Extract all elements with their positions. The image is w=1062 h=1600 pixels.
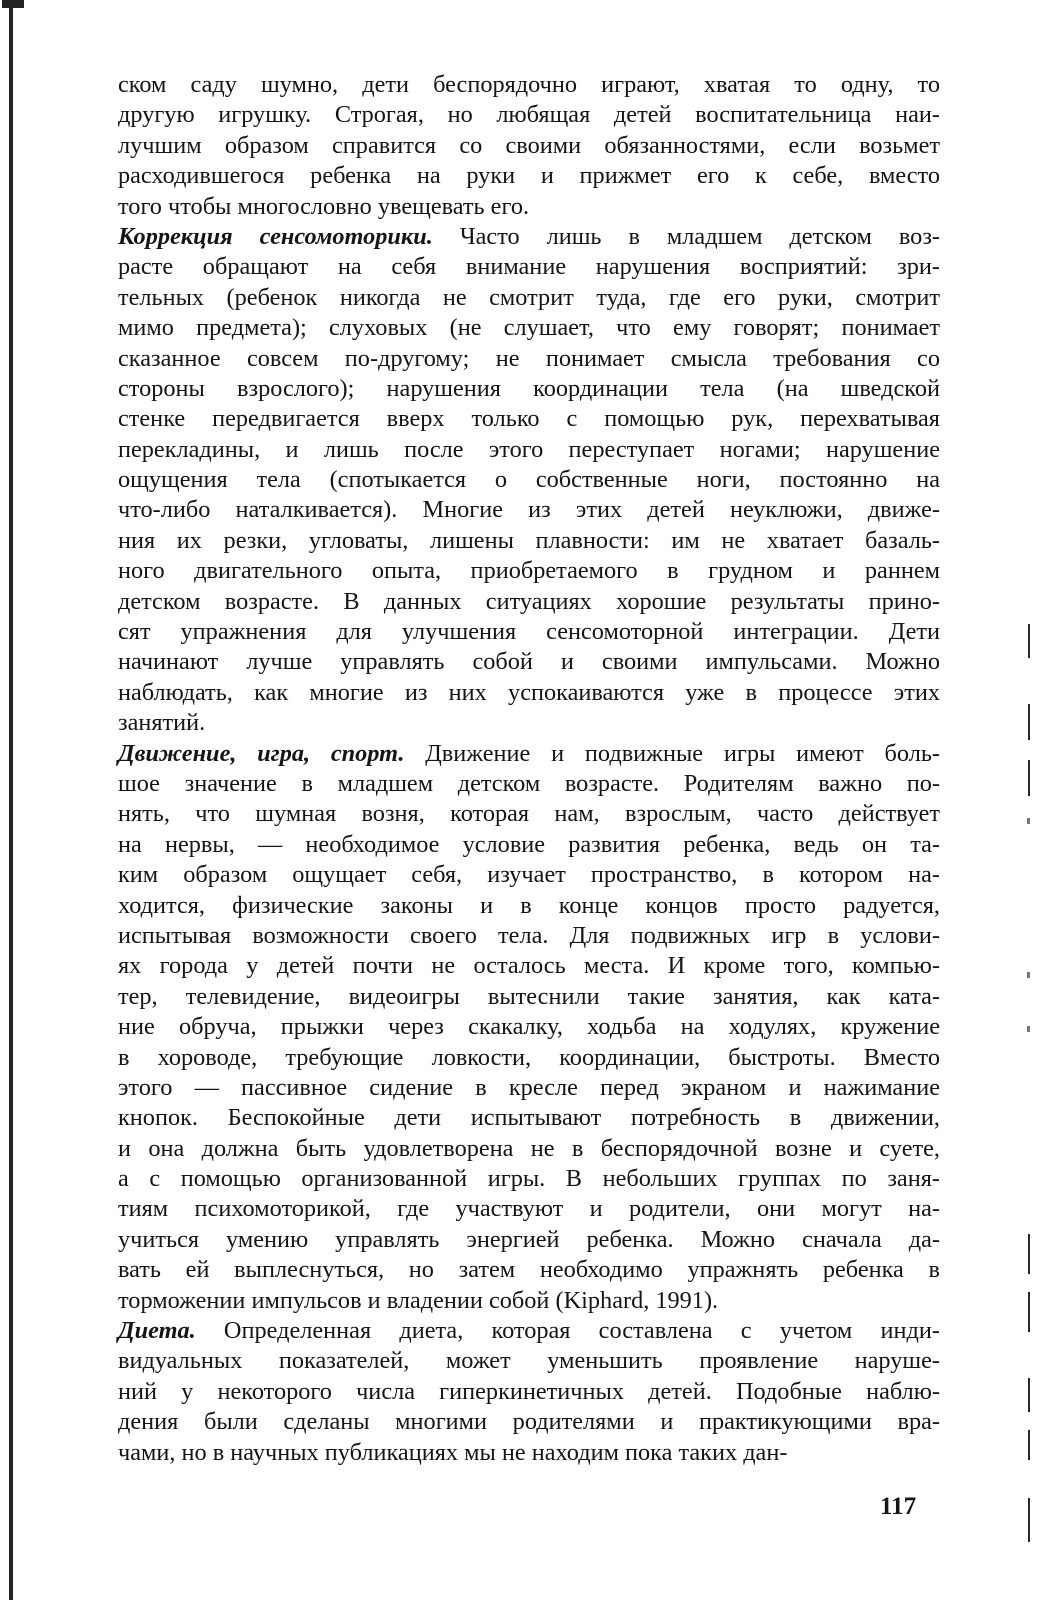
line-text: учиться умению управлять энергией ребенка. Можно сначала да- <box>118 1225 940 1253</box>
line-text: другую игрушку. Строгая, но любящая детей воспитательница наи- <box>118 101 940 129</box>
margin-mark <box>1028 1430 1030 1460</box>
text-line <box>118 1194 940 1224</box>
line-text: тельных (ребенок никогда не смотрит туда, где его руки, смотрит <box>118 283 940 311</box>
line-text: чами, но в научных публикациях мы не находим пока таких дан- <box>118 1438 788 1466</box>
line-text: занятий. <box>118 709 206 737</box>
line-text: шое значение в младшем детском возрасте. Родителям важно по- <box>118 769 940 797</box>
scan-edge-left <box>9 0 13 1600</box>
text-line <box>118 1164 940 1194</box>
line-text: ния их резки, угловаты, лишены плавности: им не хватает базаль- <box>118 526 940 554</box>
text-line <box>118 100 940 130</box>
text-line <box>118 708 940 738</box>
line-text: испытывая возможности своего тела. Для подвижных игр в услови- <box>118 921 940 949</box>
line-text: на нервы, — необходимое условие развития ребенка, ведь он та- <box>118 830 940 858</box>
line-text: ощущения тела (спотыкается о собственные ноги, постоянно на <box>118 466 940 494</box>
margin-dot <box>1027 972 1030 978</box>
line-text: стенке передвигается вверх только с помощью рук, перехватывая <box>118 405 940 433</box>
line-text: видуальных показателей, может уменьшить проявление наруше- <box>118 1347 940 1375</box>
text-line <box>118 283 940 313</box>
scan-edge-top <box>2 0 24 8</box>
text-line <box>118 1316 940 1346</box>
text-line <box>118 587 940 617</box>
text-line <box>118 830 940 860</box>
line-text: сказанное совсем по-другому; не понимает смысла требования со <box>118 344 940 372</box>
line-text: кнопок. Беспокойные дети испытывают потребность в движении, <box>118 1104 940 1132</box>
line-text: того чтобы многословно увещевать его. <box>118 192 530 220</box>
line-text: ний у некоторого числа гиперкинетичных детей. Подобные наблю- <box>118 1377 940 1405</box>
page-number: 117 <box>880 1493 917 1520</box>
paragraph-heading: Движение, игра, спорт. <box>118 739 405 767</box>
margin-mark <box>1028 1498 1030 1542</box>
line-text: сят упражнения для улучшения сенсомоторной интеграции. Дети <box>118 618 940 646</box>
line-text: что-либо наталкивается). Многие из этих детей неуклюжи, движе- <box>118 496 940 524</box>
text-line <box>118 131 940 161</box>
line-text: и она должна быть удовлетворена не в беспорядочной возне и суете, <box>118 1134 940 1162</box>
line-text: этого — пассивное сидение в кресле перед экраном и нажимание <box>118 1073 940 1101</box>
text-line <box>118 617 940 647</box>
text-line <box>118 1255 940 1285</box>
line-text: ях города у детей почти не осталось места. И кроме того, компью- <box>118 952 940 980</box>
line-text: нять, что шумная возня, которая нам, взрослым, часто действует <box>118 800 940 828</box>
text-line <box>118 769 940 799</box>
line-text: расходившегося ребенка на руки и прижмет его к себе, вместо <box>118 162 940 190</box>
text-line <box>118 435 940 465</box>
text-line <box>118 465 940 495</box>
line-text: тер, телевидение, видеоигры вытеснили такие занятия, как ката- <box>118 982 940 1010</box>
line-text: Часто лишь в младшем детском воз- <box>432 222 941 250</box>
line-text: Движение и подвижные игры имеют боль- <box>404 739 941 767</box>
text-line <box>118 1286 940 1316</box>
line-text: в хороводе, требующие ловкости, координации, быстроты. Вместо <box>118 1043 940 1071</box>
line-text: дения были сделаны многими родителями и практикующими вра- <box>118 1408 940 1436</box>
text-line <box>118 1438 940 1468</box>
text-line <box>118 495 940 525</box>
text-line <box>118 1225 940 1255</box>
line-text: ходится, физические законы и в конце концов просто радуется, <box>118 891 940 919</box>
line-text: ском саду шумно, дети беспорядочно играют, хватая то одну, то <box>118 71 940 98</box>
text-line <box>118 860 940 890</box>
text-line <box>118 192 940 222</box>
text-line <box>118 647 940 677</box>
line-text: начинают лучше управлять собой и своими импульсами. Можно <box>118 648 940 676</box>
line-text: а с помощью организованной игры. В небольших группах по заня- <box>118 1165 940 1193</box>
text-line <box>118 678 940 708</box>
text-line <box>118 1377 940 1407</box>
text-line <box>118 252 940 282</box>
line-text: ние обруча, прыжки через скакалку, ходьба на ходулях, кружение <box>118 1013 940 1041</box>
text-line <box>118 1103 940 1133</box>
line-text: наблюдать, как многие из них успокаиваются уже в процессе этих <box>118 678 940 706</box>
line-text: расте обращают на себя внимание нарушения восприятий: зри- <box>118 253 940 281</box>
text-line <box>118 222 940 252</box>
line-text: лучшим образом справится со своими обязанностями, если возьмет <box>118 131 940 159</box>
text-line <box>118 1073 940 1103</box>
margin-mark <box>1028 760 1030 796</box>
text-line <box>118 344 940 374</box>
text-line <box>118 951 940 981</box>
line-text: детском возрасте. В данных ситуациях хорошие результаты прино- <box>118 587 940 615</box>
line-text: перекладины, и лишь после этого переступает ногами; нарушение <box>118 435 940 463</box>
text-line <box>118 374 940 404</box>
line-text: Определенная диета, которая составлена с учетом инди- <box>195 1317 940 1345</box>
line-text: мимо предмета); слуховых (не слушает, что ему говорят; понимает <box>118 314 940 342</box>
text-line <box>118 1407 940 1437</box>
paragraph-heading: Диета. <box>118 1317 196 1345</box>
text-line <box>118 556 940 586</box>
text-line <box>118 1012 940 1042</box>
line-text: ного двигательного опыта, приобретаемого в грудном и раннем <box>118 557 940 585</box>
line-text: стороны взрослого); нарушения координации тела (на шведской <box>118 374 940 402</box>
text-line <box>118 1134 940 1164</box>
text-line <box>118 526 940 556</box>
text-line <box>118 404 940 434</box>
paragraph-heading: Коррекция сенсомоторики. <box>118 222 433 250</box>
margin-dot <box>1027 818 1030 824</box>
text-line <box>118 161 940 191</box>
margin-mark <box>1028 624 1030 658</box>
line-text: вать ей выплеснуться, но затем необходимо упражнять ребенка в <box>118 1256 940 1284</box>
text-line <box>118 921 940 951</box>
line-text: торможении импульсов и владении собой (Kiphard, 1991). <box>118 1286 719 1314</box>
text-line <box>118 70 940 100</box>
margin-mark <box>1028 1292 1030 1332</box>
text-line <box>118 1346 940 1376</box>
text-line <box>118 891 940 921</box>
margin-mark <box>1028 704 1030 740</box>
text-line <box>118 739 940 769</box>
text-line <box>118 1043 940 1073</box>
text-line <box>118 313 940 343</box>
line-text: тиям психомоторикой, где участвуют и родители, они могут на- <box>118 1195 940 1223</box>
text-line <box>118 982 940 1012</box>
line-text: ким образом ощущает себя, изучает пространство, в котором на- <box>118 861 940 889</box>
margin-mark <box>1028 1378 1030 1412</box>
page-body-text <box>118 70 940 1468</box>
margin-mark <box>1028 1234 1030 1274</box>
margin-dot <box>1027 1026 1030 1032</box>
text-line <box>118 799 940 829</box>
